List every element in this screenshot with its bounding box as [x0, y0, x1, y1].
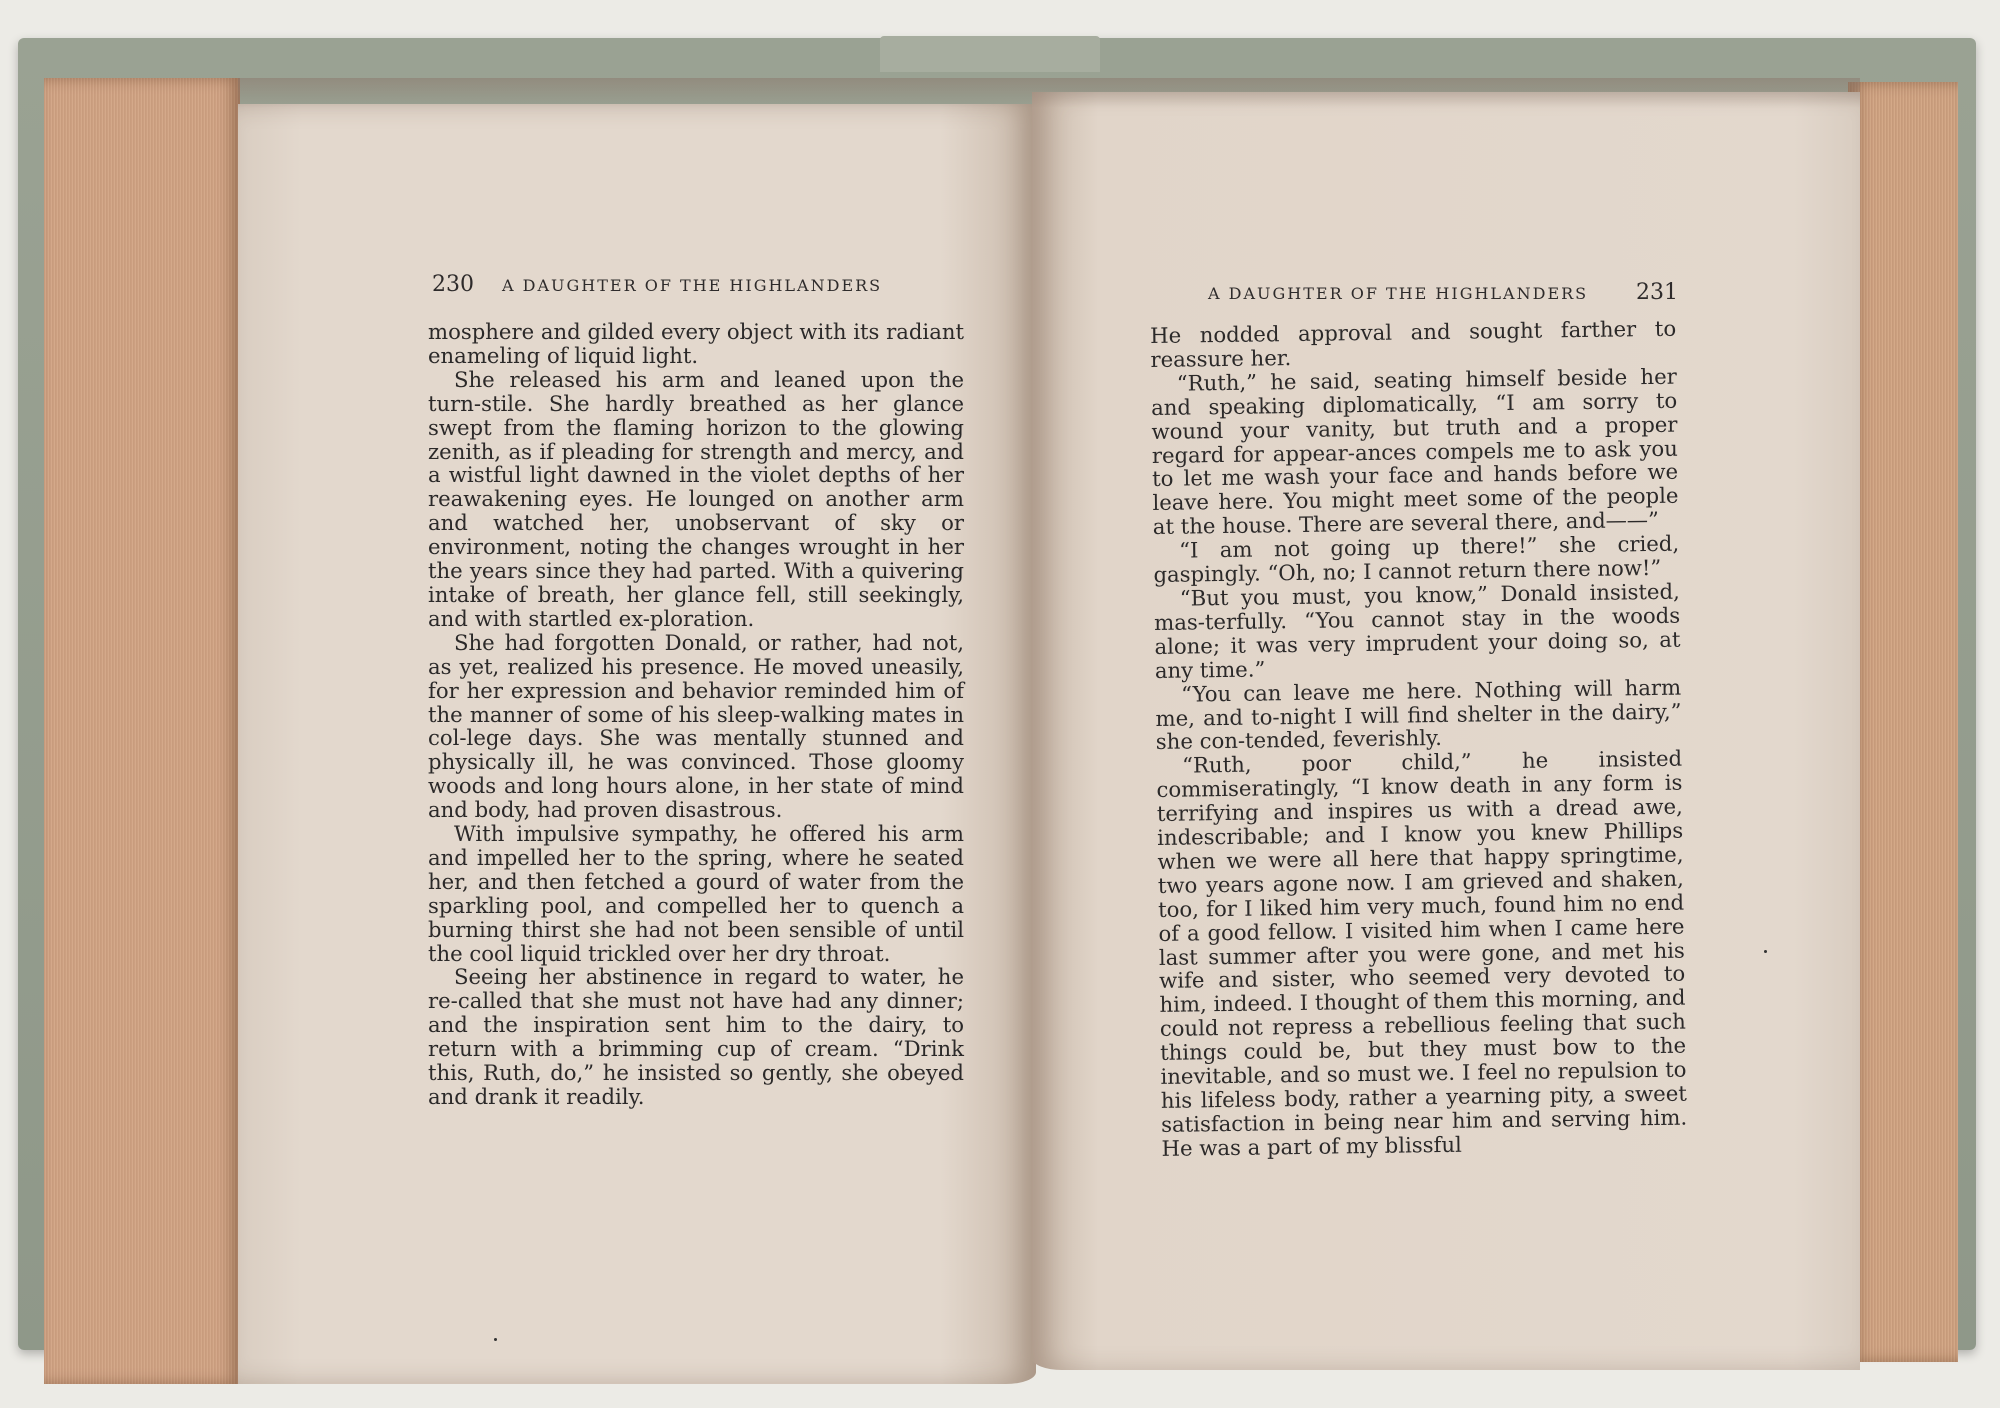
paragraph: With impulsive sympathy, he offered his arm and impelled her to the spring, where he seated her, and then fetched a gourd of water from the sparkling pool, and compelled her to quench a burning thirst she had not been sensible of until the cool liquid trickled over her dry throat.	[428, 821, 964, 966]
right-running-head: A DAUGHTER OF THE HIGHLANDERS	[1208, 284, 1589, 303]
paragraph: “But you must, you know,” Donald insisted, mas-terfully. “You cannot stay in the woods alone; it was very imprudent your doing so, at any time.”	[1153, 578, 1681, 683]
paragraph: “You can leave me here. Nothing will harm me, and to-night I will find shelter in the dairy,” she con-tended, feverishly.	[1155, 674, 1682, 755]
left-page-number: 230	[432, 272, 474, 297]
gutter-shadow	[238, 78, 1860, 108]
left-page-header	[432, 272, 962, 297]
right-page-number: 231	[1636, 280, 1678, 305]
paragraph: She released his arm and leaned upon the turn-stile. She hardly breathed as her glance swept from the flaming horizon to the glowing zenith, as if pleading for strength and mercy, and a wistful light dawned in the violet depths of her reawakening eyes. He lounged on another arm and watched her, unobservant of sky or environment, noting the changes wrought in her the years since they had parted. With a quivering intake of breath, her glance fell, still seekingly, and with startled ex-ploration.	[428, 366, 964, 631]
paragraph: “Ruth,” he said, seating himself beside her and speaking diplomatically, “I am sorry to wound your vanity, but truth and a proper regard for appear-ances compels me to ask you to let me wash your face and hands before we leave here. You might meet some of the people at the house. There are several there, and——”	[1150, 363, 1679, 540]
paper-fleck	[1764, 950, 1767, 953]
paragraph: He nodded approval and sought farther to reassure her.	[1149, 315, 1677, 372]
left-running-head: A DAUGHTER OF THE HIGHLANDERS	[502, 276, 883, 295]
paragraph: “Ruth, poor child,” he insisted commiseratingly, “I know death in any form is terrifying and inspires us with a dread awe, indescribable; and I know you knew Phillips when we were all here that happy springtime, two years agone now. I am grieved and shaken, too, for I liked him very much, found him no end of a good fellow. I visited him when I came here last summer after you were gone, and met his wife and sister, who seemed very devoted to him, indeed. I thought of them this morning, and could not repress a rebellious feeling that such things could be, but they must bow to the inevitable, and so must we. I feel no repulsion to his lifeless body, rather a yearning pity, a sweet satisfaction in being near him and serving him. He was a part of my blissful	[1156, 745, 1688, 1161]
right-page-text	[1150, 317, 1688, 1161]
paragraph: She had forgotten Donald, or rather, had not, as yet, realized his presence. He moved uneasily, for her expression and behavior reminded him of the manner of some of his sleep-walking mates in col-lege days. She was mentally stunned and physically ill, he was convinced. Those gloomy woods and long hours alone, in her state of mind and body, had proven disastrous.	[428, 629, 964, 823]
left-page-text	[428, 320, 964, 1109]
paragraph: mosphere and gilded every object with its radiant enameling of liquid light.	[428, 319, 964, 368]
page-edges-right	[1848, 82, 1958, 1362]
right-page-header	[1208, 280, 1678, 305]
paragraph: Seeing her abstinence in regard to water, he re-called that she must not have had any dinner; and the inspiration sent him to the dairy, to return with a brimming cup of cream. “Drink this, Ruth, do,” he insisted so gently, she obeyed and drank it readily.	[428, 964, 964, 1109]
book-spine	[880, 36, 1100, 72]
paragraph: “I am not going up there!” she cried, gaspingly. “Oh, no; I cannot return there now!”	[1153, 530, 1680, 588]
page-edges-left	[44, 78, 240, 1384]
paper-fleck	[494, 1338, 497, 1341]
